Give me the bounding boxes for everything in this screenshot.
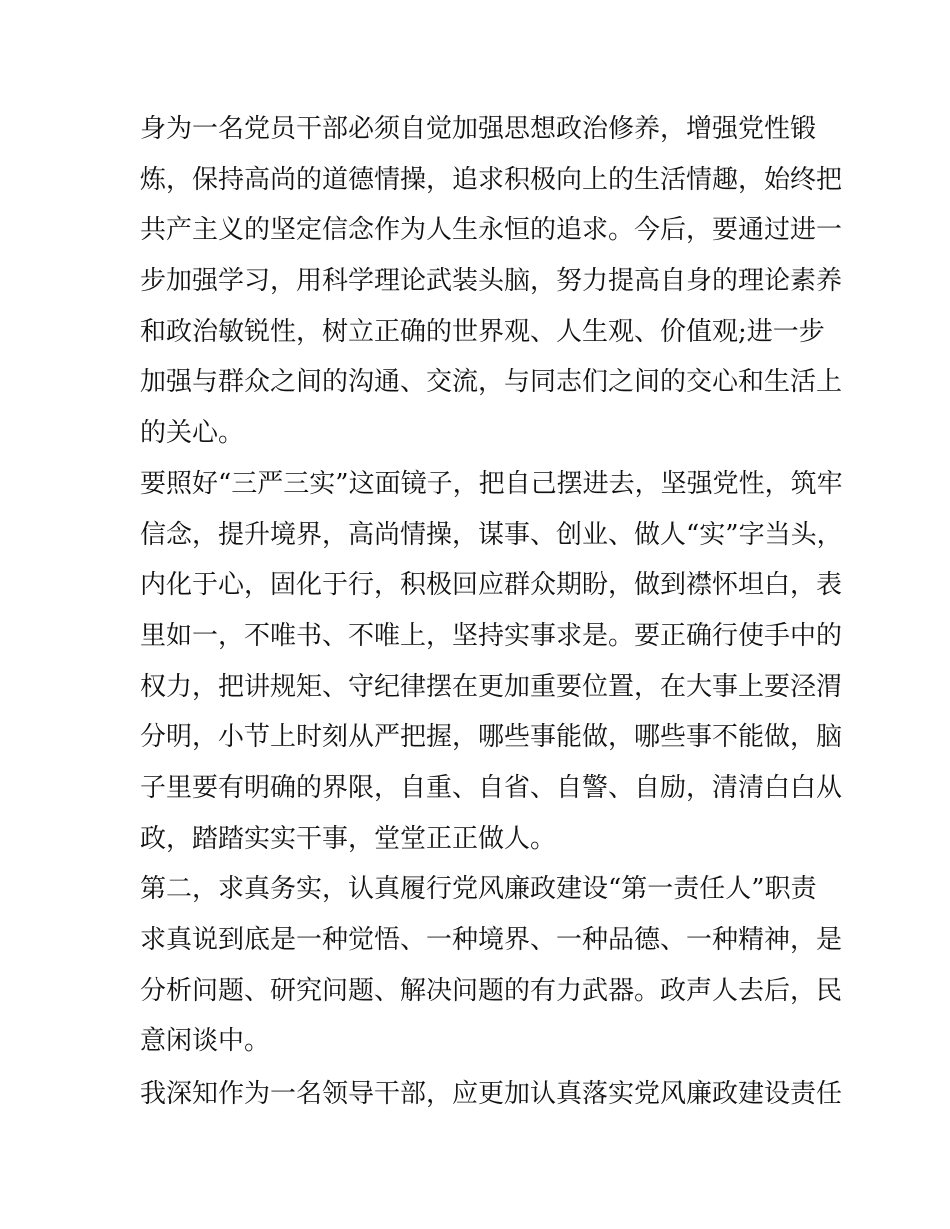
text-line: 和政治敏锐性，树立正确的世界观、人生观、价值观;进一步: [140, 316, 825, 347]
text-line: 要照好“三严三实”这面镜子，把自己摆进去，坚强党性，筑牢: [140, 468, 843, 499]
text-line: 信念，提升境界，高尚情操，谋事、创业、做人“实”字当头，: [140, 519, 843, 550]
text-line: 的关心。: [140, 418, 245, 449]
text-line: 内化于心，固化于行，积极回应群众期盼，做到襟怀坦白，表: [140, 570, 843, 601]
text-line: 共产主义的坚定信念作为人生永恒的追求。今后，要通过进一: [140, 215, 843, 246]
text-line: 步加强学习，用科学理论武装头脑，努力提高自身的理论素养: [140, 266, 843, 297]
text-line: 分析问题、研究问题、解决问题的有力武器。政声人去后，民: [140, 975, 843, 1006]
text-line: 里如一，不唯书、不唯上，坚持实事求是。要正确行使手中的: [140, 620, 843, 651]
text-line: 求真说到底是一种觉悟、一种境界、一种品德、一种精神，是: [140, 925, 843, 955]
text-line: 权力，把讲规矩、守纪律摆在更加重要位置，在大事上要泾渭: [140, 671, 843, 702]
text-line: 炼，保持高尚的道德情操，追求积极向上的生活情趣，始终把: [140, 164, 843, 195]
text-line: 子里要有明确的界限，自重、自省、自警、自励，清清白白从: [140, 772, 843, 803]
text-line: 意闲谈中。: [140, 1026, 271, 1057]
section-heading: 第二，求真务实，认真履行党风廉政建设“第一责任人”职责: [140, 874, 817, 905]
text-line: 加强与群众之间的沟通、交流，与同志们之间的交心和生活上: [140, 367, 843, 398]
text-line: 政，踏踏实实干事，堂堂正正做人。: [140, 823, 557, 854]
text-line: 我深知作为一名领导干部，应更加认真落实党风廉政建设责任: [140, 1079, 843, 1110]
text-line: 分明，小节上时刻从严把握，哪些事能做，哪些事不能做，脑: [140, 722, 843, 753]
document-body: [140, 104, 843, 1120]
text-line: 身为一名党员干部必须自觉加强思想政治修养，增强党性锻: [140, 114, 817, 144]
